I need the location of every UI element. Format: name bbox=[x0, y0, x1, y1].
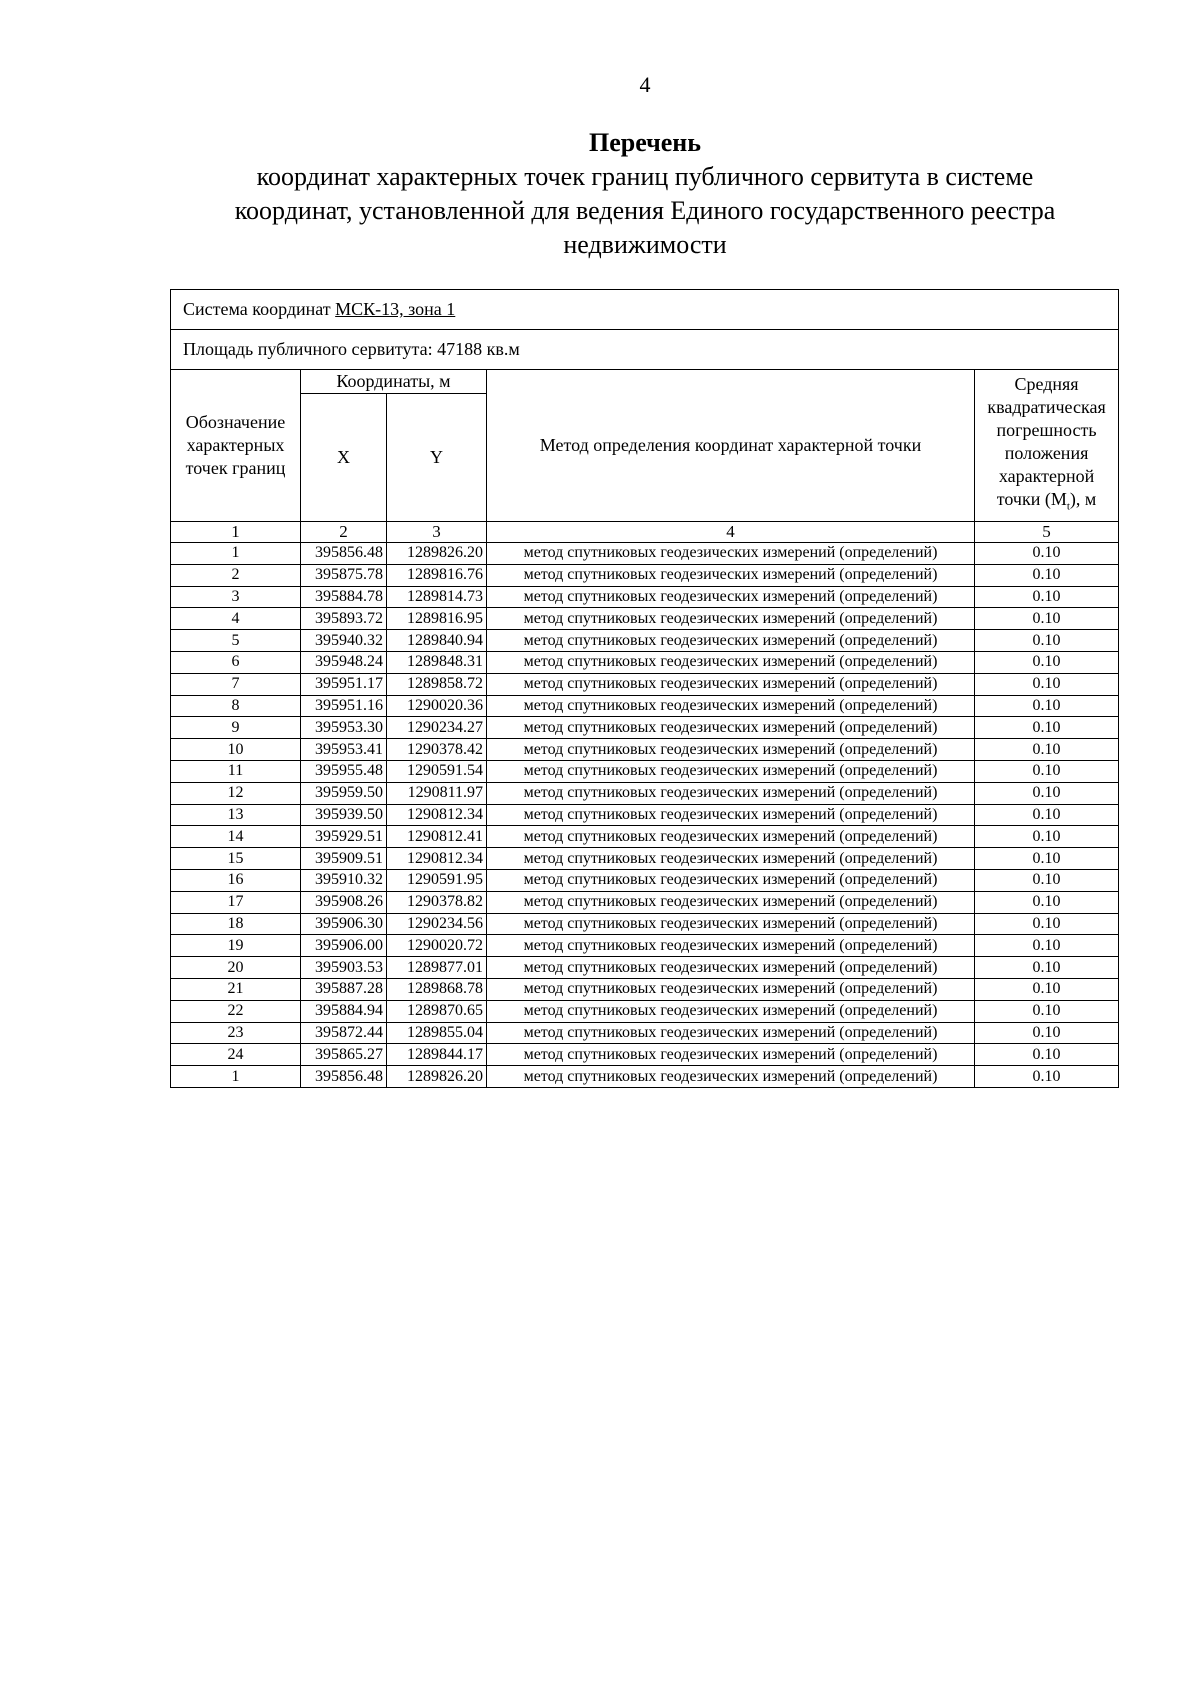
y-cell: 1290812.34 bbox=[387, 848, 487, 870]
method-cell: метод спутниковых геодезических измерений (определений) bbox=[487, 1000, 975, 1022]
table-row bbox=[171, 760, 1119, 782]
header-y: Y bbox=[387, 394, 487, 522]
error-cell: 0.10 bbox=[975, 848, 1119, 870]
method-cell: метод спутниковых геодезических измерений (определений) bbox=[487, 935, 975, 957]
error-cell: 0.10 bbox=[975, 1000, 1119, 1022]
x-cell: 395929.51 bbox=[301, 826, 387, 848]
y-cell: 1289826.20 bbox=[387, 543, 487, 565]
y-cell: 1290378.82 bbox=[387, 891, 487, 913]
error-cell: 0.10 bbox=[975, 869, 1119, 891]
table-row bbox=[171, 848, 1119, 870]
x-cell: 395951.17 bbox=[301, 673, 387, 695]
y-cell: 1290591.95 bbox=[387, 869, 487, 891]
error-cell: 0.10 bbox=[975, 564, 1119, 586]
document-subtitle-line-1: координат характерных точек границ публичного сервитута в системе bbox=[256, 162, 1034, 191]
error-cell: 0.10 bbox=[975, 913, 1119, 935]
x-cell: 395908.26 bbox=[301, 891, 387, 913]
table-row bbox=[171, 869, 1119, 891]
error-cell: 0.10 bbox=[975, 1044, 1119, 1066]
method-cell: метод спутниковых геодезических измерений (определений) bbox=[487, 1066, 975, 1088]
method-cell: метод спутниковых геодезических измерений (определений) bbox=[487, 695, 975, 717]
method-cell: метод спутниковых геодезических измерений (определений) bbox=[487, 739, 975, 761]
x-cell: 395906.00 bbox=[301, 935, 387, 957]
point-cell: 5 bbox=[171, 630, 301, 652]
table-row bbox=[171, 826, 1119, 848]
y-cell: 1289826.20 bbox=[387, 1066, 487, 1088]
point-cell: 11 bbox=[171, 760, 301, 782]
table-row bbox=[171, 651, 1119, 673]
y-cell: 1289870.65 bbox=[387, 1000, 487, 1022]
table-row bbox=[171, 804, 1119, 826]
x-cell: 395953.30 bbox=[301, 717, 387, 739]
x-cell: 395939.50 bbox=[301, 804, 387, 826]
error-cell: 0.10 bbox=[975, 586, 1119, 608]
point-cell: 17 bbox=[171, 891, 301, 913]
column-number-1: 1 bbox=[171, 522, 301, 543]
x-cell: 395959.50 bbox=[301, 782, 387, 804]
table-row bbox=[171, 1044, 1119, 1066]
y-cell: 1290591.54 bbox=[387, 760, 487, 782]
document-title: Перечень bbox=[588, 128, 702, 157]
table-row bbox=[171, 913, 1119, 935]
x-cell: 395856.48 bbox=[301, 543, 387, 565]
method-cell: метод спутниковых геодезических измерений (определений) bbox=[487, 608, 975, 630]
method-cell: метод спутниковых геодезических измерений (определений) bbox=[487, 957, 975, 979]
y-cell: 1290812.34 bbox=[387, 804, 487, 826]
point-cell: 16 bbox=[171, 869, 301, 891]
point-cell: 2 bbox=[171, 564, 301, 586]
table-row bbox=[171, 1066, 1119, 1088]
table-row bbox=[171, 543, 1119, 565]
error-cell: 0.10 bbox=[975, 651, 1119, 673]
error-cell: 0.10 bbox=[975, 739, 1119, 761]
x-cell: 395872.44 bbox=[301, 1022, 387, 1044]
x-cell: 395875.78 bbox=[301, 564, 387, 586]
point-cell: 20 bbox=[171, 957, 301, 979]
error-cell: 0.10 bbox=[975, 804, 1119, 826]
y-cell: 1290020.36 bbox=[387, 695, 487, 717]
error-cell: 0.10 bbox=[975, 957, 1119, 979]
method-cell: метод спутниковых геодезических измерений (определений) bbox=[487, 651, 975, 673]
header-error-sub: t bbox=[1066, 500, 1070, 513]
method-cell: метод спутниковых геодезических измерений (определений) bbox=[487, 913, 975, 935]
y-cell: 1290378.42 bbox=[387, 739, 487, 761]
method-cell: метод спутниковых геодезических измерений (определений) bbox=[487, 891, 975, 913]
y-cell: 1289816.95 bbox=[387, 608, 487, 630]
header-x: X bbox=[301, 394, 387, 522]
error-cell: 0.10 bbox=[975, 717, 1119, 739]
header-method: Метод определения координат характерной точки bbox=[487, 370, 975, 522]
column-number-row bbox=[171, 522, 1119, 543]
x-cell: 395948.24 bbox=[301, 651, 387, 673]
y-cell: 1289814.73 bbox=[387, 586, 487, 608]
y-cell: 1290234.56 bbox=[387, 913, 487, 935]
header-coordinates: Координаты, м bbox=[301, 370, 487, 394]
title-block bbox=[170, 126, 1120, 262]
point-cell: 15 bbox=[171, 848, 301, 870]
point-cell: 18 bbox=[171, 913, 301, 935]
point-cell: 21 bbox=[171, 978, 301, 1000]
table-row bbox=[171, 1022, 1119, 1044]
method-cell: метод спутниковых геодезических измерений (определений) bbox=[487, 673, 975, 695]
point-cell: 1 bbox=[171, 1066, 301, 1088]
method-cell: метод спутниковых геодезических измерений (определений) bbox=[487, 869, 975, 891]
method-cell: метод спутниковых геодезических измерений (определений) bbox=[487, 804, 975, 826]
error-cell: 0.10 bbox=[975, 608, 1119, 630]
table-row bbox=[171, 630, 1119, 652]
method-cell: метод спутниковых геодезических измерений (определений) bbox=[487, 760, 975, 782]
error-cell: 0.10 bbox=[975, 1022, 1119, 1044]
header-error bbox=[975, 370, 1119, 522]
header-error-main: Средняя квадратическая погрешность положения характерной точки (M bbox=[987, 373, 1106, 509]
table-row bbox=[171, 935, 1119, 957]
method-cell: метод спутниковых геодезических измерений (определений) bbox=[487, 782, 975, 804]
error-cell: 0.10 bbox=[975, 630, 1119, 652]
method-cell: метод спутниковых геодезических измерений (определений) bbox=[487, 630, 975, 652]
y-cell: 1290020.72 bbox=[387, 935, 487, 957]
error-cell: 0.10 bbox=[975, 543, 1119, 565]
method-cell: метод спутниковых геодезических измерений (определений) bbox=[487, 826, 975, 848]
point-cell: 6 bbox=[171, 651, 301, 673]
y-cell: 1290811.97 bbox=[387, 782, 487, 804]
point-cell: 19 bbox=[171, 935, 301, 957]
x-cell: 395906.30 bbox=[301, 913, 387, 935]
method-cell: метод спутниковых геодезических измерений (определений) bbox=[487, 848, 975, 870]
table-row bbox=[171, 695, 1119, 717]
table-body bbox=[171, 543, 1119, 1088]
error-cell: 0.10 bbox=[975, 695, 1119, 717]
table-row bbox=[171, 891, 1119, 913]
coordinate-system-value: МСК-13, зона 1 bbox=[335, 299, 456, 319]
error-cell: 0.10 bbox=[975, 935, 1119, 957]
table-row bbox=[171, 586, 1119, 608]
y-cell: 1289858.72 bbox=[387, 673, 487, 695]
point-cell: 13 bbox=[171, 804, 301, 826]
x-cell: 395909.51 bbox=[301, 848, 387, 870]
method-cell: метод спутниковых геодезических измерений (определений) bbox=[487, 1022, 975, 1044]
point-cell: 1 bbox=[171, 543, 301, 565]
error-cell: 0.10 bbox=[975, 891, 1119, 913]
error-cell: 0.10 bbox=[975, 673, 1119, 695]
x-cell: 395856.48 bbox=[301, 1066, 387, 1088]
y-cell: 1289868.78 bbox=[387, 978, 487, 1000]
table-row bbox=[171, 608, 1119, 630]
y-cell: 1289840.94 bbox=[387, 630, 487, 652]
error-cell: 0.10 bbox=[975, 978, 1119, 1000]
servitude-area: Площадь публичного сервитута: 47188 кв.м bbox=[171, 330, 1119, 370]
document-subtitle-line-2: координат, установленной для ведения Единого государственного реестра bbox=[234, 196, 1056, 225]
x-cell: 395865.27 bbox=[301, 1044, 387, 1066]
point-cell: 3 bbox=[171, 586, 301, 608]
table-row bbox=[171, 717, 1119, 739]
point-cell: 7 bbox=[171, 673, 301, 695]
x-cell: 395903.53 bbox=[301, 957, 387, 979]
x-cell: 395953.41 bbox=[301, 739, 387, 761]
point-cell: 24 bbox=[171, 1044, 301, 1066]
y-cell: 1289844.17 bbox=[387, 1044, 487, 1066]
table-row bbox=[171, 978, 1119, 1000]
page-number: 4 bbox=[639, 72, 651, 97]
x-cell: 395887.28 bbox=[301, 978, 387, 1000]
table-row bbox=[171, 957, 1119, 979]
table-row bbox=[171, 673, 1119, 695]
y-cell: 1290812.41 bbox=[387, 826, 487, 848]
method-cell: метод спутниковых геодезических измерений (определений) bbox=[487, 717, 975, 739]
coordinate-system-label: Система координат bbox=[183, 299, 336, 319]
x-cell: 395893.72 bbox=[301, 608, 387, 630]
point-cell: 4 bbox=[171, 608, 301, 630]
y-cell: 1289848.31 bbox=[387, 651, 487, 673]
y-cell: 1289877.01 bbox=[387, 957, 487, 979]
x-cell: 395951.16 bbox=[301, 695, 387, 717]
y-cell: 1290234.27 bbox=[387, 717, 487, 739]
error-cell: 0.10 bbox=[975, 1066, 1119, 1088]
point-cell: 10 bbox=[171, 739, 301, 761]
point-cell: 9 bbox=[171, 717, 301, 739]
column-number-5: 5 bbox=[975, 522, 1119, 543]
table-row bbox=[171, 782, 1119, 804]
point-cell: 14 bbox=[171, 826, 301, 848]
x-cell: 395910.32 bbox=[301, 869, 387, 891]
x-cell: 395884.94 bbox=[301, 1000, 387, 1022]
document-subtitle-line-3: недвижимости bbox=[563, 230, 727, 259]
error-cell: 0.10 bbox=[975, 782, 1119, 804]
column-number-2: 2 bbox=[301, 522, 387, 543]
x-cell: 395884.78 bbox=[301, 586, 387, 608]
column-number-4: 4 bbox=[487, 522, 975, 543]
point-cell: 12 bbox=[171, 782, 301, 804]
x-cell: 395940.32 bbox=[301, 630, 387, 652]
error-cell: 0.10 bbox=[975, 826, 1119, 848]
method-cell: метод спутниковых геодезических измерений (определений) bbox=[487, 978, 975, 1000]
table-row bbox=[171, 564, 1119, 586]
point-cell: 22 bbox=[171, 1000, 301, 1022]
method-cell: метод спутниковых геодезических измерений (определений) bbox=[487, 543, 975, 565]
method-cell: метод спутниковых геодезических измерений (определений) bbox=[487, 564, 975, 586]
column-number-3: 3 bbox=[387, 522, 487, 543]
header-point-designation: Обозначение характерных точек границ bbox=[171, 370, 301, 522]
x-cell: 395955.48 bbox=[301, 760, 387, 782]
table-row bbox=[171, 739, 1119, 761]
header-error-tail: ), м bbox=[1069, 488, 1097, 509]
method-cell: метод спутниковых геодезических измерений (определений) bbox=[487, 1044, 975, 1066]
coordinate-system-cell bbox=[171, 290, 1119, 330]
coordinates-table bbox=[170, 289, 1119, 1088]
method-cell: метод спутниковых геодезических измерений (определений) bbox=[487, 586, 975, 608]
error-cell: 0.10 bbox=[975, 760, 1119, 782]
y-cell: 1289855.04 bbox=[387, 1022, 487, 1044]
point-cell: 23 bbox=[171, 1022, 301, 1044]
point-cell: 8 bbox=[171, 695, 301, 717]
table-row bbox=[171, 1000, 1119, 1022]
y-cell: 1289816.76 bbox=[387, 564, 487, 586]
